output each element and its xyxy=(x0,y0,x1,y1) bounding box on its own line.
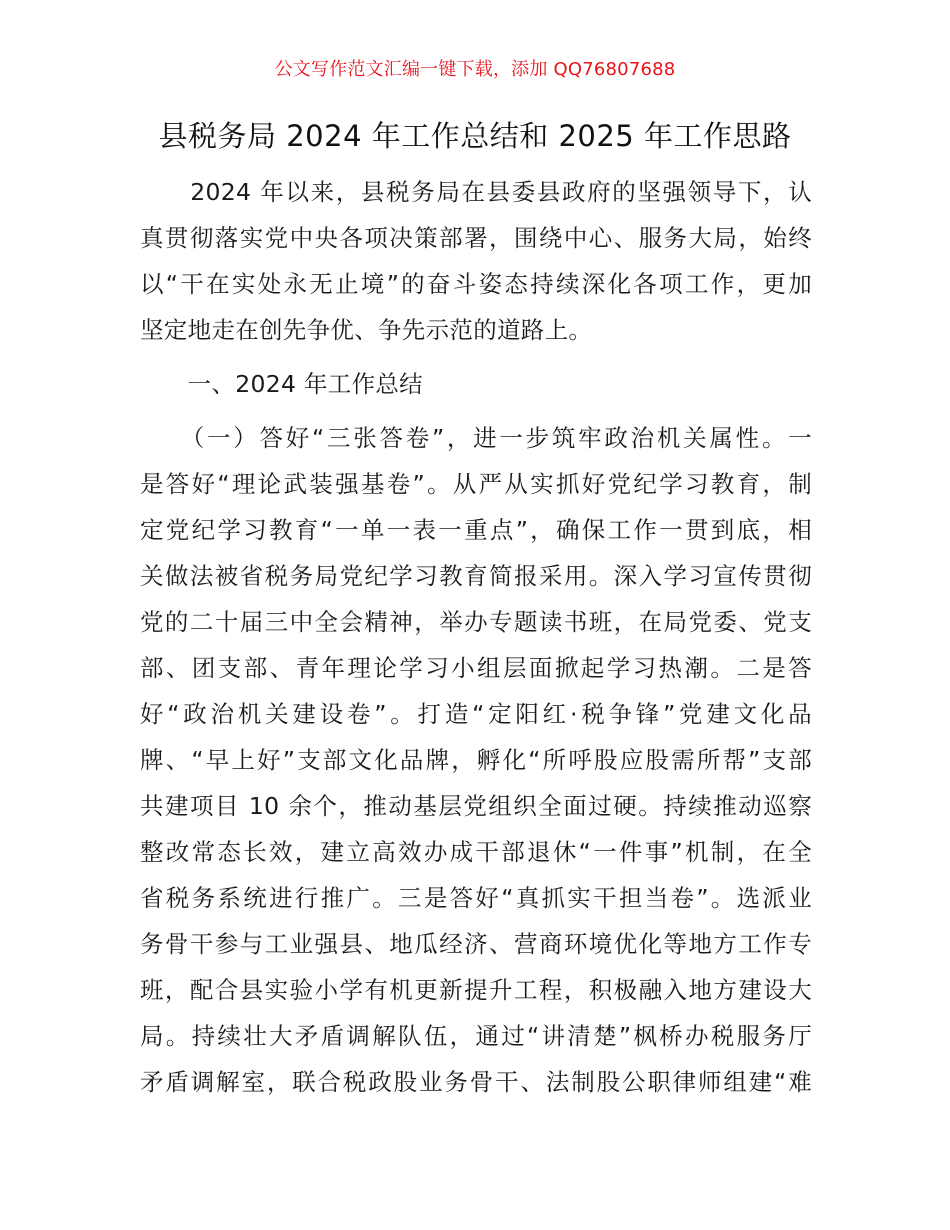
paragraph-line: 牌、“早上好”支部文化品牌，孵化“所呼股应股需所帮”支部 xyxy=(140,746,812,774)
paragraph-line: 省税务系统进行推广。三是答好“真抓实干担当卷”。选派业 xyxy=(140,884,812,912)
paragraph-line: 好“政治机关建设卷”。打造“定阳红·税争锋”党建文化品 xyxy=(140,700,812,728)
paragraph-line: 整改常态长效，建立高效办成干部退休“一件事”机制，在全 xyxy=(140,838,812,866)
paragraph-line: 是答好“理论武装强基卷”。从严从实抓好党纪学习教育，制 xyxy=(140,470,812,498)
paragraph-line: 真贯彻落实党中央各项决策部署，围绕中心、服务大局，始终 xyxy=(140,224,812,252)
paragraph-line: 以“干在实处永无止境”的奋斗姿态持续深化各项工作，更加 xyxy=(140,270,812,298)
document-title: 县税务局 2024 年工作总结和 2025 年工作思路 xyxy=(158,119,792,153)
document-body xyxy=(140,172,812,1108)
paragraph-line: 关做法被省税务局党纪学习教育简报采用。深入学习宣传贯彻 xyxy=(140,562,812,590)
paragraph-line: 定党纪学习教育“一单一表一重点”，确保工作一贯到底，相 xyxy=(140,516,812,544)
paragraph-line: 务骨干参与工业强县、地瓜经济、营商环境优化等地方工作专 xyxy=(140,930,812,958)
paragraph-line: 2024 年以来，县税务局在县委县政府的坚强领导下，认 xyxy=(140,178,812,206)
section-heading: 一、2024 年工作总结 xyxy=(140,370,423,398)
paragraph-line: 部、团支部、青年理论学习小组层面掀起学习热潮。二是答 xyxy=(140,654,812,682)
download-notice: 公文写作范文汇编一键下载，添加 QQ76807688 xyxy=(274,59,676,80)
paragraph-line: 共建项目 10 余个，推动基层党组织全面过硬。持续推动巡察 xyxy=(140,792,812,820)
paragraph-line: （一）答好“三张答卷”，进一步筑牢政治机关属性。一 xyxy=(140,424,812,452)
paragraph-line: 党的二十届三中全会精神，举办专题读书班，在局党委、党支 xyxy=(140,608,812,636)
paragraph-line: 班，配合县实验小学有机更新提升工程，积极融入地方建设大 xyxy=(140,976,812,1004)
paragraph-line: 坚定地走在创先争优、争先示范的道路上。 xyxy=(140,316,593,344)
paragraph-line: 局。持续壮大矛盾调解队伍，通过“讲清楚”枫桥办税服务厅 xyxy=(140,1022,812,1050)
paragraph-line: 矛盾调解室，联合税政股业务骨干、法制股公职律师组建“难 xyxy=(140,1068,812,1096)
